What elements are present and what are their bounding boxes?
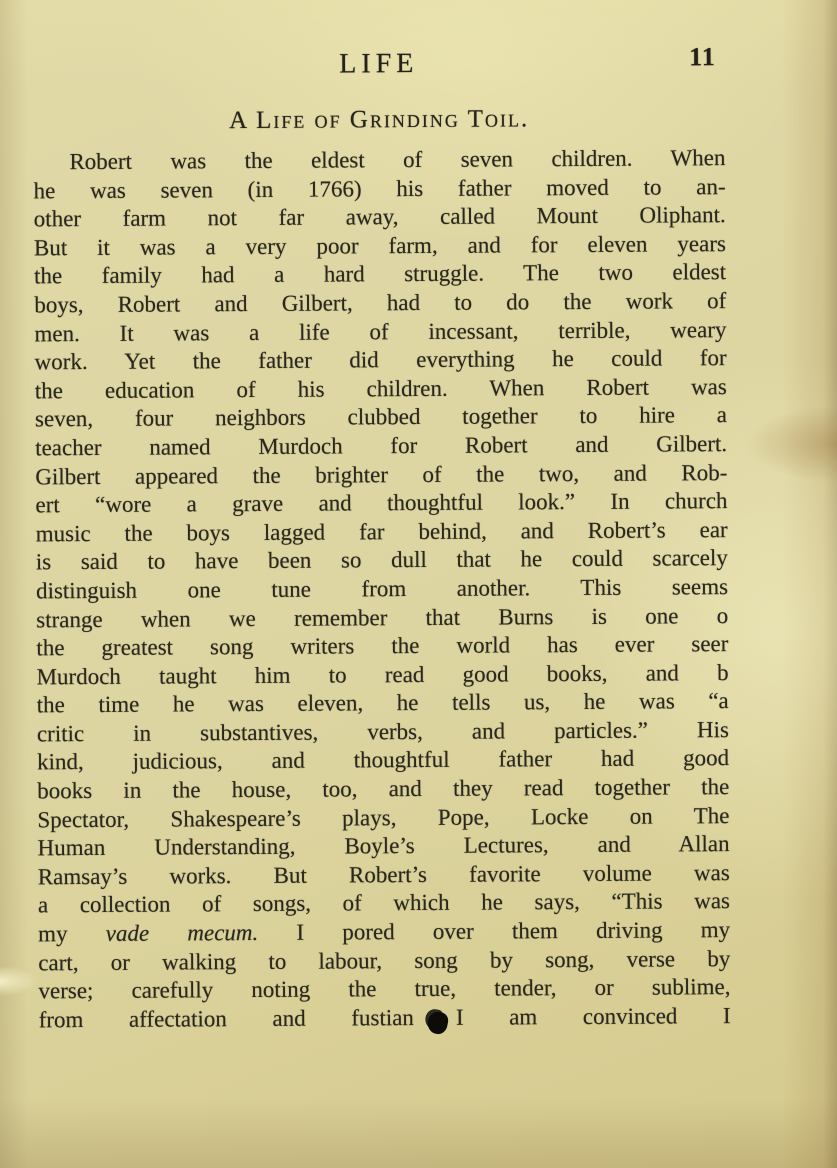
text-line: books in the house, too, and they read together the [37, 774, 730, 804]
text-line: a collection of songs, of which he says, “This was [37, 888, 731, 918]
text-line: men. It was a life of incessant, terrible, weary [34, 316, 727, 346]
text-line: the greatest song writers the world has ever seer [36, 631, 729, 661]
text-line: other farm not far away, called Mount Oliphant. [33, 202, 726, 232]
text-line: boys, Robert and Gilbert, had to do the work of [34, 288, 727, 318]
text-segment: I pored over them driving my [258, 917, 731, 946]
text-line: kind, judicious, and thoughtful father had good [37, 745, 730, 775]
text-line-vade-mecum [38, 916, 730, 949]
ink-blot-artifact [426, 1010, 450, 1036]
text-line: ert “wore a grave and thoughtful look.” In church [35, 488, 728, 518]
text-line: cart, or walking to labour, song by song, verse by [38, 945, 731, 975]
text-line: the family had a hard struggle. The two eldest [34, 259, 727, 289]
text-line: work. Yet the father did everything he could for [34, 345, 727, 375]
text-line: critic in substantives, verbs, and particles.” His [36, 716, 729, 747]
text-line: Ramsay’s works. But Robert’s favorite volume was [37, 859, 730, 890]
text-line: Robert was the eldest of seven children. When [69, 145, 726, 175]
running-head: LIFE [339, 47, 419, 80]
text-line: seven, four neighbors clubbed together to hire a [34, 402, 728, 432]
text-line: he was seven (in 1766) his father moved to an- [33, 173, 726, 203]
text-line: Murdoch taught him to read good books, and b [36, 659, 729, 690]
text-line: music the boys lagged far behind, and Robert’s ear [35, 516, 728, 547]
text-line: Spectator, Shakespeare’s plays, Pope, Locke on The [37, 802, 730, 832]
italic-text-segment: vade mecum. [105, 920, 259, 946]
page-number: 11 [689, 42, 716, 72]
text-line: the education of his children. When Robert was [34, 373, 727, 404]
text-line: strange when we remember that Burns is one o [36, 602, 729, 632]
text-segment: from affectation and fustian [38, 1004, 414, 1033]
body-text [33, 144, 730, 1036]
text-segment: my [38, 920, 106, 947]
section-heading: A Life of Grinding Toil. [229, 105, 530, 135]
text-line: the time he was eleven, he tells us, he was “a [36, 688, 729, 718]
text-line: Human Understanding, Boyle’s Lectures, and Allan [37, 831, 730, 861]
text-segment: I am convinced I [455, 1002, 731, 1030]
text-line: teacher named Murdoch for Robert and Gilbert. [35, 431, 728, 461]
text-line: But it was a very poor farm, and for eleven years [33, 230, 727, 261]
text-line: is said to have been so dull that he could scarcely [35, 545, 728, 575]
text-line-last [39, 1002, 731, 1036]
text-line: distinguish one tune from another. This seems [35, 574, 729, 604]
text-line: Gilbert appeared the brighter of the two, and Rob- [35, 459, 728, 489]
text-line: verse; carefully noting the true, tender, or sublime, [38, 974, 731, 1004]
